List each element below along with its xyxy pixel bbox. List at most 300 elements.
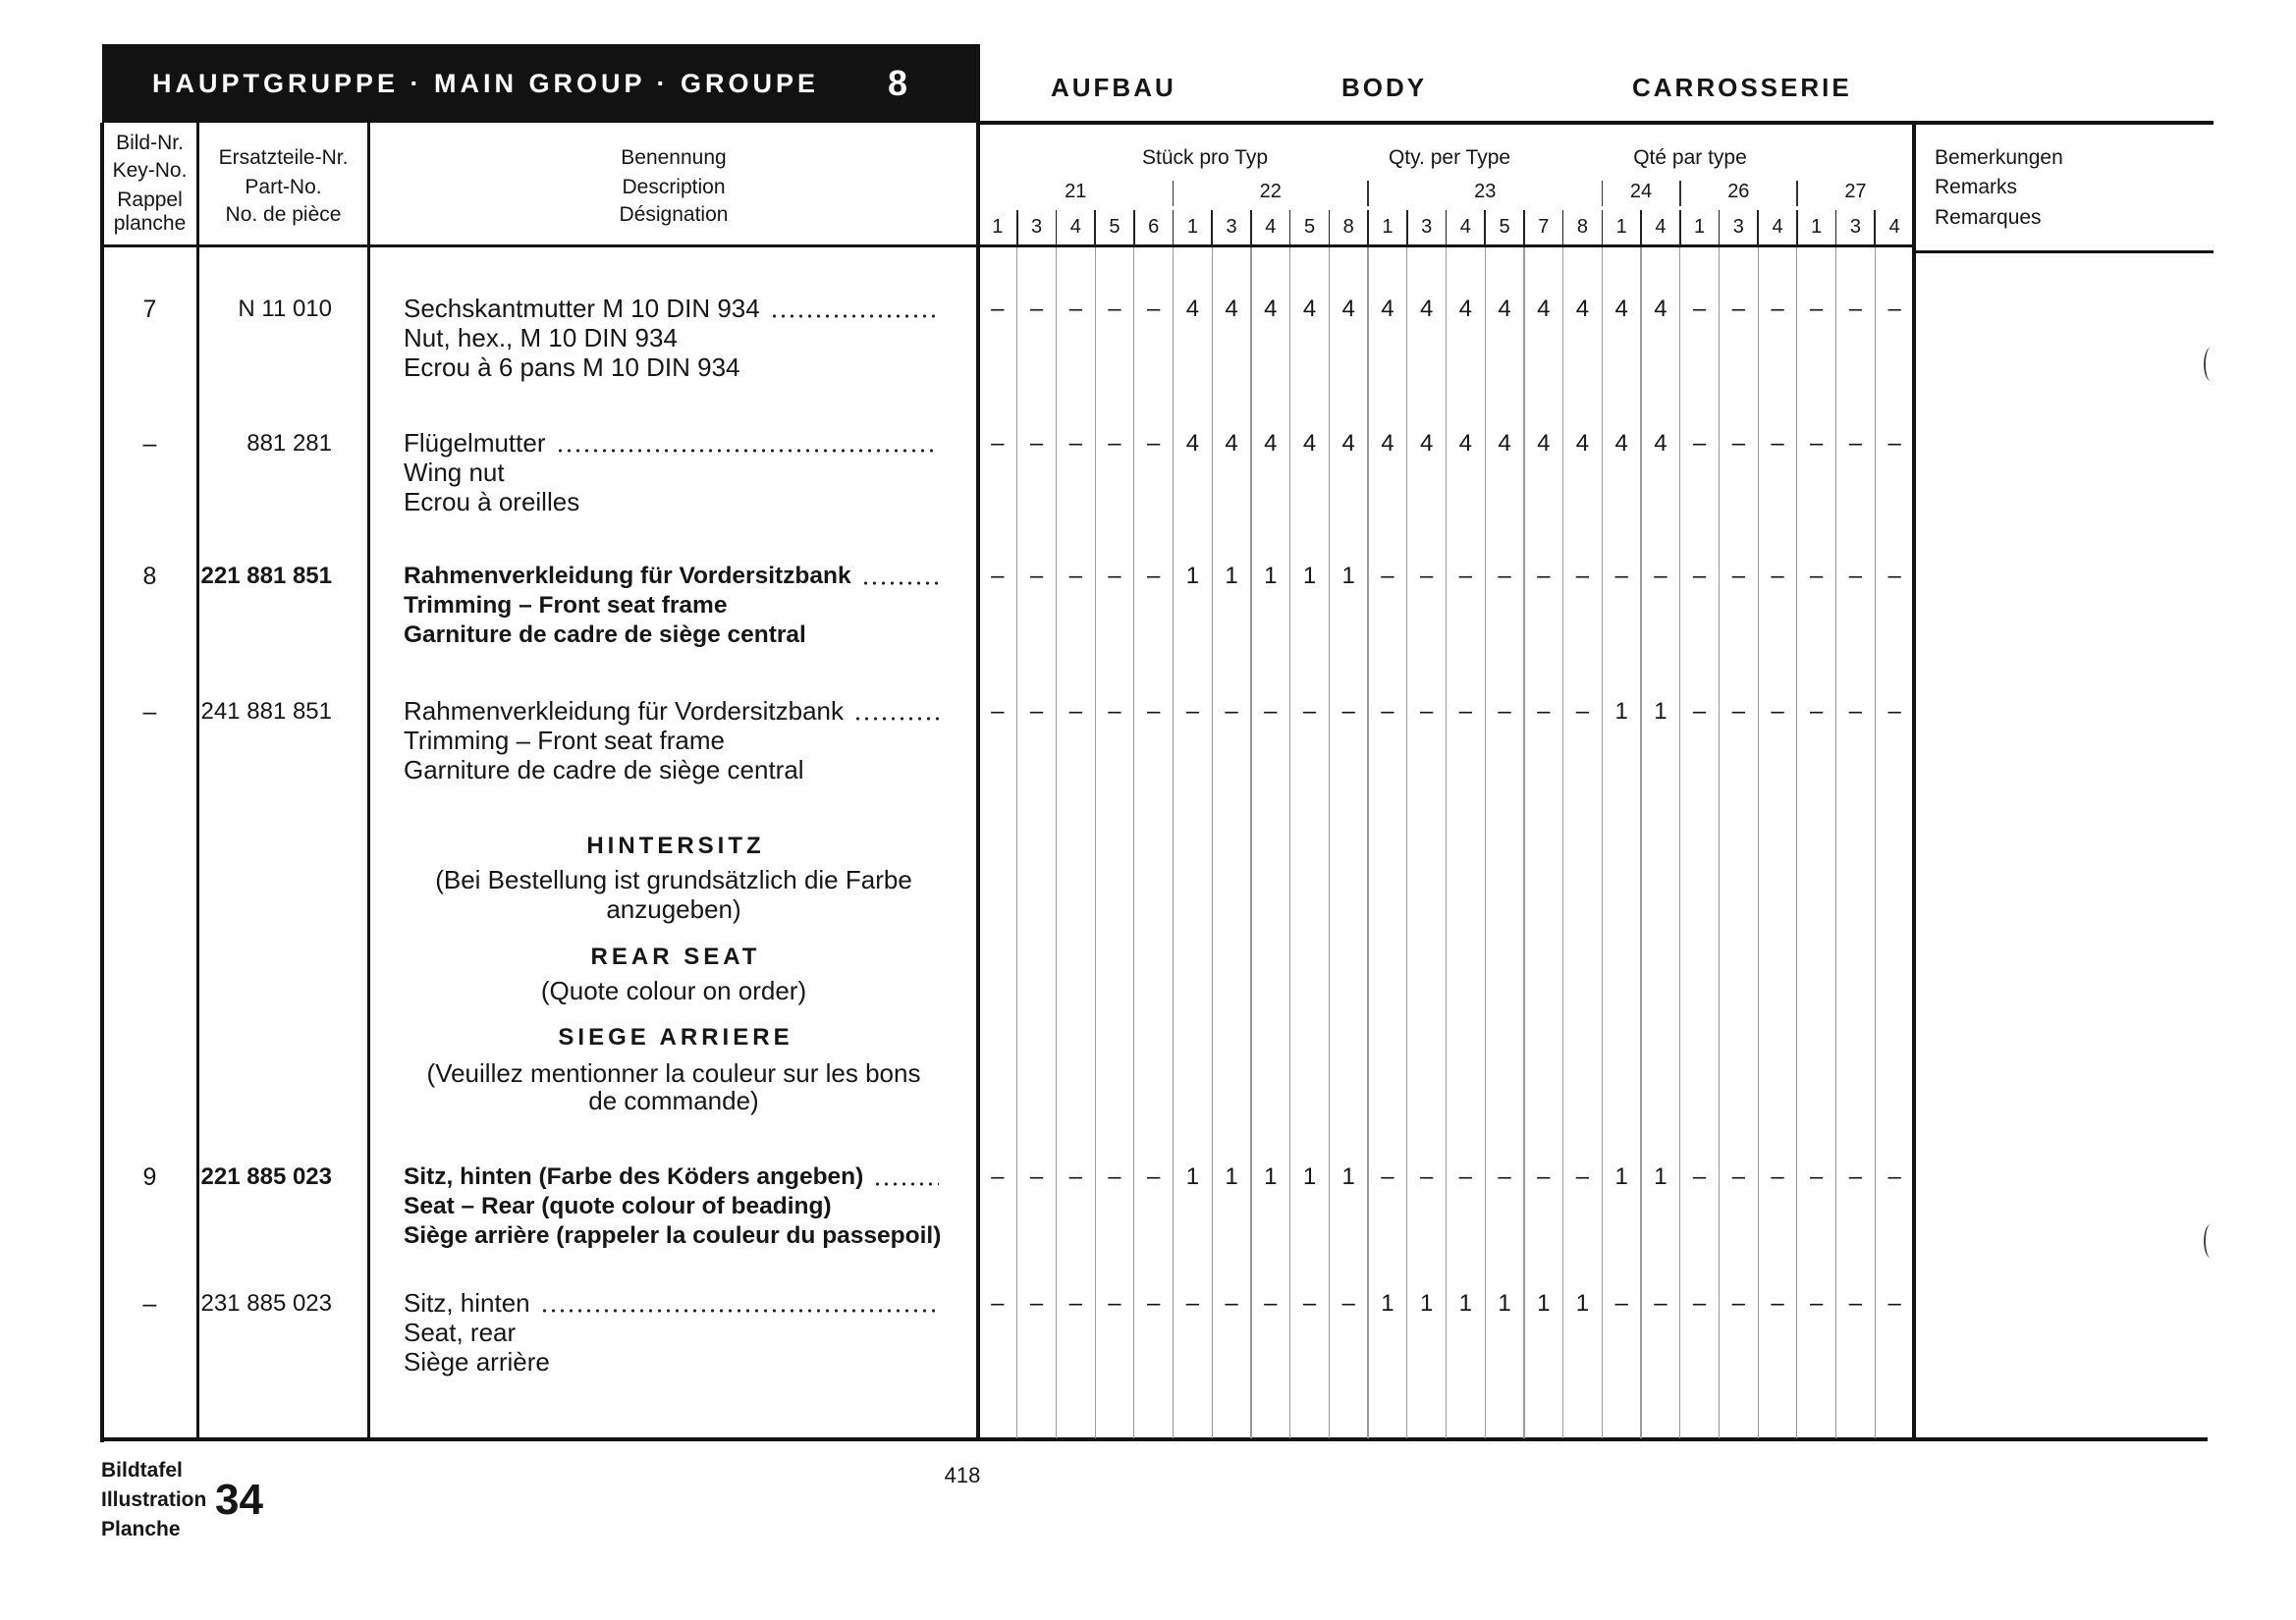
variant-separator [1406, 210, 1408, 245]
quantity-cell: – [1887, 1163, 1901, 1190]
quantity-cell: – [1029, 430, 1044, 457]
quantity-cell: – [1810, 1163, 1824, 1190]
description-text: Trimming – Front seat frame [404, 591, 728, 619]
quantity-cell: – [1341, 698, 1355, 725]
description-text: Siège arrière [404, 1346, 550, 1377]
quantity-cell: – [1731, 1163, 1745, 1190]
plate-label-fr: Planche [101, 1518, 181, 1540]
title-english: BODY [1341, 73, 1428, 102]
quantity-cell: 4 [1458, 296, 1473, 322]
type-variant-label: 8 [1342, 216, 1354, 238]
quantity-column-line [1602, 247, 1603, 1438]
quantity-cell: – [1692, 1290, 1707, 1317]
quantity-cell: – [1225, 1290, 1238, 1317]
type-variant-label: 4 [1888, 216, 1900, 238]
quantity-cell: – [1575, 698, 1590, 725]
dot-leader [556, 449, 940, 453]
quantity-cell: – [1341, 1290, 1355, 1317]
variant-separator [1173, 210, 1175, 245]
quantity-cell: – [1575, 563, 1590, 589]
type-variant-label: 3 [1849, 216, 1861, 238]
description-text: Seat, rear [404, 1317, 517, 1347]
quantity-cell: – [1147, 296, 1161, 322]
quantity-cell: 4 [1654, 430, 1667, 457]
quantity-cell: – [1185, 1290, 1200, 1317]
quantity-cell: 1 [1185, 563, 1200, 589]
quantity-cell: – [1458, 563, 1473, 589]
variant-separator [1874, 210, 1876, 245]
description-block [404, 429, 939, 516]
key-number: 8 [142, 563, 157, 590]
type-variant-label: 5 [1109, 216, 1121, 238]
quantity-cell: – [1771, 563, 1784, 589]
key-number: – [142, 1290, 157, 1318]
section-note: (Quote colour on order) [540, 976, 807, 1005]
quantity-cell: – [991, 296, 1005, 322]
description-text: Seat – Rear (quote colour of beading) [404, 1192, 832, 1219]
quantity-cell: – [1692, 563, 1707, 589]
variant-separator [1056, 210, 1058, 245]
description-block [404, 1289, 939, 1377]
quantity-column-line [1133, 247, 1134, 1438]
quantity-cell: – [1692, 698, 1707, 725]
table-bottom-border [100, 1437, 2208, 1441]
variant-separator [1329, 210, 1331, 245]
quantity-column-line [1367, 247, 1368, 1438]
quantity-cell: – [1654, 563, 1667, 589]
margin-mark [2204, 1224, 2217, 1258]
part-number: 221 881 851 [200, 563, 332, 589]
quantity-cell: – [991, 563, 1005, 589]
quantity-cell: 4 [1614, 430, 1628, 457]
quantity-cell: – [1302, 1290, 1317, 1317]
dot-leader [853, 717, 939, 721]
quantity-cell: 1 [1341, 1163, 1355, 1190]
description-de [404, 295, 939, 324]
quantity-cell: – [1887, 563, 1901, 589]
quantity-cell: – [1029, 563, 1044, 589]
variant-separator [1523, 210, 1525, 245]
main-group-label: HAUPTGRUPPE · MAIN GROUP · GROUPE [152, 69, 820, 98]
quantity-column-line [1875, 247, 1876, 1438]
quantity-cell: – [1108, 1290, 1121, 1317]
quantity-cell: 4 [1614, 296, 1628, 322]
quantity-cell: 4 [1537, 430, 1551, 457]
key-header-en: Key-No. [112, 159, 188, 182]
key-header-de: Bild-Nr. [116, 132, 184, 154]
section-title: SIEGE ARRIERE [558, 1024, 793, 1051]
quantity-cell: – [991, 1290, 1005, 1317]
quantity-cell: 4 [1575, 296, 1590, 322]
type-group-label: 23 [1474, 181, 1497, 202]
description-de [404, 1289, 939, 1319]
quantity-cell: – [1458, 1163, 1473, 1190]
description-de [404, 1162, 939, 1192]
quantity-column-line [1562, 247, 1563, 1438]
type-variant-label: 8 [1576, 216, 1589, 238]
quantity-cell: 1 [1225, 1163, 1238, 1190]
quantity-column-line [1095, 247, 1096, 1438]
quantity-cell: – [1771, 1163, 1784, 1190]
quantity-cell: – [1692, 430, 1707, 457]
page-number: 418 [944, 1463, 981, 1487]
quantity-cell: 4 [1302, 430, 1317, 457]
quantity-cell: – [1810, 563, 1824, 589]
quantity-cell: 1 [1264, 1163, 1278, 1190]
quantity-cell: – [1108, 1163, 1121, 1190]
quantity-cell: – [1147, 563, 1161, 589]
part-header-de: Ersatzteile-Nr. [218, 146, 349, 169]
type-group-separator [1602, 181, 1604, 206]
section-note: (Veuillez mentionner la couleur sur les bons [426, 1058, 921, 1088]
remarks-header-underline [1914, 250, 2214, 253]
quantity-cell: 1 [1419, 1290, 1434, 1317]
type-group-separator [1679, 181, 1681, 206]
description-fr [404, 1221, 942, 1251]
quantity-cell: – [1731, 430, 1745, 457]
variant-separator [1602, 210, 1604, 245]
type-group-label: 22 [1259, 181, 1282, 202]
quantity-cell: 4 [1185, 296, 1200, 322]
description-fr [404, 621, 939, 650]
quantity-cell: – [1731, 1290, 1745, 1317]
quantity-cell: 1 [1381, 1290, 1394, 1317]
main-group-bar [102, 44, 980, 123]
plate-number: 34 [215, 1476, 263, 1524]
description-text: Flügelmutter [404, 428, 546, 458]
quantity-cell: 1 [1614, 1163, 1628, 1190]
description-text: Ecrou à 6 pans M 10 DIN 934 [404, 351, 740, 382]
description-fr [404, 488, 939, 517]
type-variant-label: 4 [1265, 216, 1277, 238]
title-german: AUFBAU [1051, 73, 1176, 102]
quantity-cell: – [1419, 563, 1434, 589]
key-number: – [142, 430, 157, 458]
quantity-column-line [1758, 247, 1759, 1438]
quantity-cell: – [1771, 698, 1784, 725]
quantity-cell: – [1810, 430, 1824, 457]
description-text: Rahmenverkleidung für Vordersitzbank [404, 696, 845, 726]
quantity-cell: – [1147, 698, 1161, 725]
type-variant-label: 5 [1303, 216, 1316, 238]
variant-separator [1835, 210, 1837, 245]
quantity-cell: 1 [1614, 698, 1628, 725]
quantity-cell: – [1264, 1290, 1278, 1317]
variant-separator [1484, 210, 1486, 245]
quantity-cell: – [1537, 563, 1551, 589]
quantity-cell: 4 [1302, 296, 1317, 322]
variant-separator [1757, 210, 1759, 245]
quantity-cell: – [1381, 698, 1394, 725]
type-group-label: 26 [1727, 181, 1750, 202]
description-de [404, 697, 939, 727]
type-variant-label: 1 [1615, 216, 1627, 238]
type-group-separator [1367, 181, 1369, 206]
title-french: CARROSSERIE [1632, 73, 1852, 102]
quantity-cell: 4 [1264, 430, 1278, 457]
part-description-divider [367, 123, 370, 1440]
quantity-cell: 1 [1537, 1290, 1551, 1317]
type-variant-label: 1 [1382, 216, 1394, 238]
quantity-column-line [1640, 247, 1641, 1438]
quantity-cell: – [1614, 563, 1628, 589]
quantity-column-line [1523, 247, 1524, 1438]
type-variant-label: 1 [1811, 216, 1823, 238]
remarks-header-en: Remarks [1935, 176, 2018, 198]
quantity-column-line [1406, 247, 1407, 1438]
quantity-cell: – [1419, 1163, 1434, 1190]
quantity-cell: – [1810, 1290, 1824, 1317]
quantity-cell: – [1887, 296, 1901, 322]
margin-mark [2204, 348, 2217, 381]
quantity-cell: – [991, 1163, 1005, 1190]
type-variant-label: 5 [1499, 216, 1510, 238]
quantity-cell: 1 [1225, 563, 1238, 589]
variant-separator [1719, 210, 1721, 245]
type-variant-label: 4 [1655, 216, 1667, 238]
quantity-column-line [1056, 247, 1057, 1438]
quantity-cell: – [1731, 698, 1745, 725]
quantity-cell: 4 [1225, 430, 1238, 457]
quantity-cell: – [1771, 1290, 1784, 1317]
section-title: REAR SEAT [590, 944, 761, 970]
quantity-cell: – [1848, 1290, 1863, 1317]
quantity-column-line [1679, 247, 1680, 1438]
quantity-cell: – [1381, 1163, 1394, 1190]
quantity-cell: – [1887, 698, 1901, 725]
quantity-cell: – [1731, 296, 1745, 322]
main-group-number: 8 [888, 63, 908, 103]
variant-separator [1562, 210, 1564, 245]
quantity-cell: – [1654, 1290, 1667, 1317]
section-note: (Bei Bestellung ist grundsätzlich die Farbe [435, 865, 912, 894]
quantity-title-fr: Qté par type [1633, 146, 1747, 169]
type-variant-label: 4 [1069, 216, 1081, 238]
quantity-column-line [1796, 247, 1797, 1438]
description-de [404, 562, 939, 591]
description-quantity-divider [976, 44, 980, 1441]
quantity-cell: 4 [1498, 430, 1511, 457]
quantity-cell: – [1185, 698, 1200, 725]
description-en [404, 459, 939, 488]
remarks-header-de: Bemerkungen [1935, 146, 2063, 169]
part-number: 241 881 851 [200, 698, 332, 725]
quantity-column-line [1289, 247, 1290, 1438]
description-text: Sitz, hinten (Farbe des Köders angeben) [404, 1163, 864, 1190]
quantity-cell: 4 [1537, 296, 1551, 322]
type-variant-label: 3 [1030, 216, 1043, 238]
plate-label-de: Bildtafel [101, 1459, 183, 1482]
part-number: 231 885 023 [200, 1290, 332, 1317]
quantity-cell: 4 [1381, 296, 1394, 322]
description-en [404, 727, 939, 756]
quantity-cell: 1 [1575, 1290, 1590, 1317]
quantity-cell: – [1575, 1163, 1590, 1190]
quantity-cell: 1 [1498, 1290, 1511, 1317]
type-variant-label: 1 [1694, 216, 1706, 238]
quantity-column-line [1329, 247, 1330, 1438]
quantity-cell: 1 [1264, 563, 1278, 589]
quantity-column-line [1719, 247, 1720, 1438]
quantity-column-line [1485, 247, 1486, 1438]
quantity-cell: 1 [1654, 1163, 1667, 1190]
description-block [404, 295, 939, 382]
quantity-cell: – [1108, 698, 1121, 725]
variant-separator [1133, 210, 1135, 245]
description-en [404, 324, 939, 353]
quantity-cell: – [1887, 430, 1901, 457]
variant-separator [1679, 210, 1681, 245]
quantity-cell: 4 [1498, 296, 1511, 322]
part-number: 221 885 023 [200, 1163, 332, 1190]
type-variant-label: 4 [1459, 216, 1471, 238]
remarks-header-fr: Remarques [1935, 206, 2042, 229]
quantity-title-de: Stück pro Typ [1141, 146, 1268, 169]
column-header-underline [102, 244, 1914, 247]
quantity-cell: – [1302, 698, 1317, 725]
header-underline [978, 121, 2214, 125]
quantity-cell: – [1771, 296, 1784, 322]
variant-separator [1446, 210, 1448, 245]
type-group-separator [1796, 181, 1798, 206]
variant-separator [1016, 210, 1018, 245]
description-text: Wing nut [404, 457, 505, 487]
quantity-cell: – [1225, 698, 1238, 725]
quantity-cell: 4 [1458, 430, 1473, 457]
section-title: HINTERSITZ [586, 833, 765, 859]
quantity-cell: 1 [1654, 698, 1667, 725]
description-header-fr: Désignation [619, 203, 729, 226]
quantity-column-line [1446, 247, 1447, 1438]
quantity-cell: – [1068, 563, 1082, 589]
type-variant-label: 3 [1226, 216, 1237, 238]
variant-separator [1796, 210, 1798, 245]
variant-separator [1640, 210, 1642, 245]
quantity-cell: – [1108, 563, 1121, 589]
description-header-de: Benennung [621, 146, 727, 169]
variant-separator [1094, 210, 1096, 245]
description-fr [404, 353, 939, 383]
part-header-en: Part-No. [245, 176, 322, 198]
quantity-cell: – [1068, 1290, 1082, 1317]
description-fr [404, 756, 939, 785]
quantity-cell: 4 [1341, 430, 1355, 457]
quantity-cell: – [1848, 698, 1863, 725]
quantity-cell: – [1147, 1290, 1161, 1317]
variant-separator [1367, 210, 1369, 245]
quantity-cell: – [1848, 296, 1863, 322]
quantity-cell: – [1147, 430, 1161, 457]
description-en [404, 1319, 939, 1348]
key-number: 7 [142, 296, 157, 323]
quantity-cell: 4 [1419, 296, 1434, 322]
description-fr [404, 1348, 939, 1377]
quantity-column-line [1212, 247, 1213, 1438]
description-block [404, 1162, 942, 1250]
quantity-cell: – [1029, 1163, 1044, 1190]
quantity-cell: 4 [1264, 296, 1278, 322]
quantity-cell: – [1381, 563, 1394, 589]
description-text: Rahmenverkleidung für Vordersitzbank [404, 563, 851, 589]
quantity-cell: – [1108, 296, 1121, 322]
section-note: de commande) [588, 1086, 759, 1115]
quantity-cell: – [1810, 698, 1824, 725]
quantity-cell: – [991, 430, 1005, 457]
quantity-cell: 1 [1302, 1163, 1317, 1190]
quantity-cell: – [1029, 1290, 1044, 1317]
quantity-cell: – [1848, 1163, 1863, 1190]
quantity-cell: 1 [1302, 563, 1317, 589]
variant-separator [1211, 210, 1213, 245]
type-group-separator [1173, 181, 1175, 206]
quantity-cell: – [1068, 296, 1082, 322]
type-variant-label: 4 [1772, 216, 1783, 238]
quantity-cell: – [1731, 563, 1745, 589]
dot-leader [770, 314, 939, 318]
quantity-cell: – [1498, 563, 1511, 589]
quantity-column-line [1016, 247, 1017, 1438]
quantity-cell: – [991, 698, 1005, 725]
quantity-cell: – [1614, 1290, 1628, 1317]
quantity-cell: – [1848, 563, 1863, 589]
dot-leader [861, 581, 939, 585]
quantity-cell: – [1498, 698, 1511, 725]
description-text: Siège arrière (rappeler la couleur du passepoil) [404, 1221, 942, 1249]
description-de [404, 429, 939, 459]
quantity-cell: – [1771, 430, 1784, 457]
type-group-label: 24 [1629, 181, 1653, 202]
quantity-cell: 4 [1419, 430, 1434, 457]
dot-leader [540, 1309, 939, 1313]
variant-separator [1289, 210, 1291, 245]
description-text: Trimming – Front seat frame [404, 725, 726, 755]
section-note: anzugeben) [606, 894, 741, 924]
description-text: Garniture de cadre de siège central [404, 621, 806, 648]
variant-separator [1250, 210, 1252, 245]
quantity-column-line [1835, 247, 1836, 1438]
quantity-cell: – [1458, 698, 1473, 725]
quantity-cell: – [1068, 1163, 1082, 1190]
quantity-cell: 4 [1381, 430, 1394, 457]
description-text: Garniture de cadre de siège central [404, 754, 804, 784]
quantity-cell: 4 [1575, 430, 1590, 457]
description-text: Nut, hex., M 10 DIN 934 [404, 322, 678, 352]
type-variant-label: 7 [1538, 216, 1550, 238]
quantity-cell: – [1537, 1163, 1551, 1190]
quantity-cell: 1 [1458, 1290, 1473, 1317]
quantity-cell: – [1887, 1290, 1901, 1317]
quantity-title-en: Qty. per Type [1388, 146, 1511, 169]
part-header-fr: No. de pièce [225, 203, 342, 226]
quantity-cell: – [1068, 430, 1082, 457]
quantity-cell: – [1692, 296, 1707, 322]
type-variant-label: 3 [1732, 216, 1744, 238]
description-en [404, 1192, 939, 1221]
type-variant-label: 1 [1186, 216, 1198, 238]
plate-label-en: Illustration [101, 1488, 207, 1511]
quantity-cell: 4 [1185, 430, 1200, 457]
type-variant-label: 3 [1421, 216, 1433, 238]
part-number: 881 281 [246, 430, 332, 457]
dot-leader [873, 1182, 939, 1186]
quantity-cell: – [1264, 698, 1278, 725]
quantity-cell: – [1498, 1163, 1511, 1190]
quantity-cell: 1 [1341, 563, 1355, 589]
quantity-cell: 4 [1654, 296, 1667, 322]
quantity-cell: – [1068, 698, 1082, 725]
description-block [404, 697, 939, 784]
quantity-cell: – [1848, 430, 1863, 457]
